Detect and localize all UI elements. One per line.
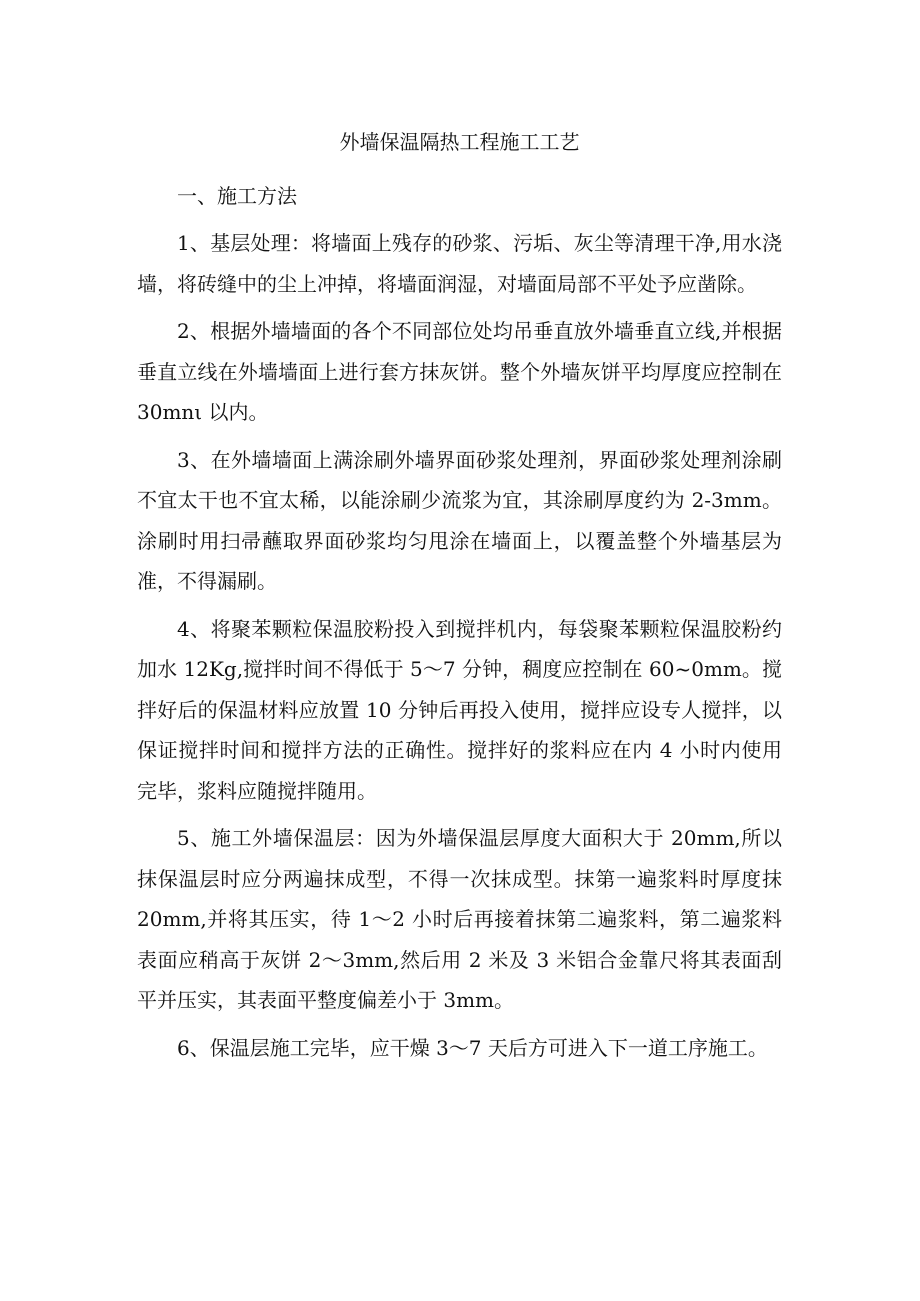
paragraph-6: 6、保温层施工完毕，应干燥 3～7 天后方可进入下一道工序施工。 bbox=[177, 1035, 768, 1060]
paragraph-4: 4、将聚苯颗粒保温胶粉投入到搅拌机内，每袋聚苯颗粒保温胶粉约加水 12Kg,搅拌时间不得低于 5～7 分钟，稠度应控制在 60~0mm。搅拌好后的保温材料应放置 10 分钟后再投入使用，搅拌应设专人搅拌，以保证搅拌时间和搅拌方法的正确性。搅拌好的浆料应在内 4 小时内使用完毕，浆料应随搅拌随用。 bbox=[137, 616, 782, 803]
document-body bbox=[137, 124, 782, 1075]
paragraph-1: 1、基层处理：将墙面上残存的砂浆、污垢、灰尘等清理干净,用水浇墙，将砖缝中的尘上冲掉，将墙面润湿，对墙面局部不平处予应凿除。 bbox=[137, 231, 782, 296]
paragraph-3: 3、在外墙墙面上满涂刷外墙界面砂浆处理剂，界面砂浆处理剂涂刷不宜太干也不宜太稀，以能涂刷少流浆为宜，其涂刷厚度约为 2-3mm。涂刷时用扫帚蘸取界面砂浆均匀甩涂在墙面上，以覆盖整个外墙基层为准，不得漏刷。 bbox=[137, 447, 782, 593]
paragraph-5: 5、施工外墙保温层：因为外墙保温层厚度大面积大于 20mm,所以抹保温层时应分两遍抹成型，不得一次抹成型。抹第一遍浆料时厚度抹 20mm,并将其压实，待 1～2 小时后再接着抹第二遍浆料，第二遍浆料表面应稍高于灰饼 2～3mm,然后用 2 米及 3 米铝合金靠尺将其表面刮平并压实，其表面平整度偏差小于 3mm。 bbox=[137, 826, 782, 1012]
section-heading: 一、施工方法 bbox=[177, 184, 297, 208]
document-title: 外墙保温隔热工程施工工艺 bbox=[339, 130, 580, 154]
paragraph-2: 2、根据外墙墙面的各个不同部位处均吊垂直放外墙垂直立线,并根据垂直立线在外墙墙面上进行套方抹灰饼。整个外墙灰饼平均厚度应控制在 30mnι 以内。 bbox=[137, 319, 782, 424]
